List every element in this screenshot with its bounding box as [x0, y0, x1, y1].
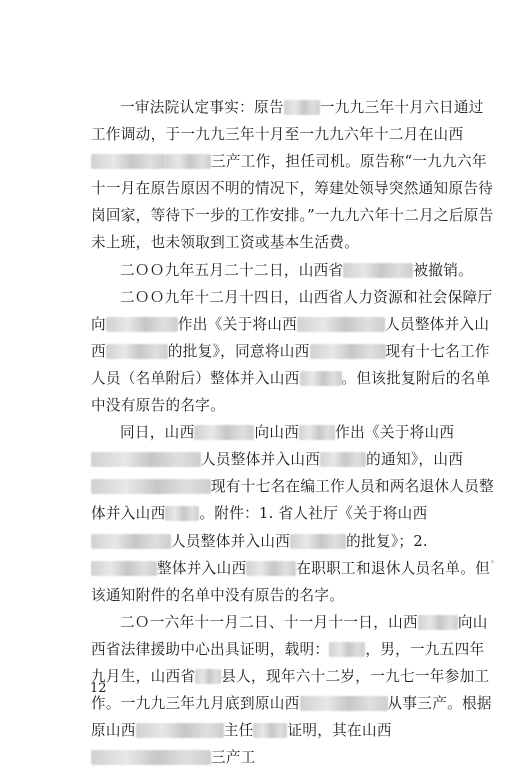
paragraph-text: 。但该批复附后的名单中没有原告的名字。	[91, 369, 491, 415]
redaction-blur	[290, 534, 346, 549]
paragraph-text: 在职职工和退休人员名单。但该通知附件的名单中没有原告的名字。	[91, 559, 490, 604]
redaction-blur	[246, 561, 296, 576]
redaction-blur	[106, 317, 178, 332]
paragraph-text: ，男，一九五四年九月生，山西省	[91, 640, 485, 685]
redaction-blur	[91, 154, 165, 169]
redaction-blur	[91, 534, 171, 549]
redaction-blur	[299, 425, 335, 440]
paragraph-text: 证明，其在山西	[287, 722, 392, 740]
paragraph	[91, 419, 495, 609]
redaction-blur	[343, 263, 413, 278]
paragraph	[91, 94, 495, 257]
redaction-blur	[418, 615, 458, 630]
paragraph-text: 从事三产。根据原山西	[91, 695, 492, 740]
redaction-blur	[91, 561, 157, 576]
document-body	[91, 94, 495, 771]
scan-speck	[491, 560, 494, 563]
paragraph-text: 的批复》，同意将山西	[167, 342, 310, 360]
paragraph-text: 的批复》；2.	[346, 532, 428, 550]
redaction-blur	[310, 344, 386, 359]
paragraph	[91, 257, 495, 284]
redaction-blur	[194, 425, 254, 440]
paragraph-text: 一九九三年十月六日通过工作调动，于一九九三年十月至一九九六年十二月在山西	[91, 99, 484, 144]
redaction-blur	[91, 452, 201, 467]
redaction-blur	[165, 154, 211, 169]
page-number: 12	[90, 681, 107, 696]
paragraph-text: 作出《关于将山西	[335, 424, 455, 442]
paragraph-text: 三产工作，担任司机。原告称“一九九六年十一月在原告原因不明的情况下，筹建处领导突然通知原告待岗回家，等待下一步的工作安排。”一九九六年十二月之后原告未上班，也未领取到工资或基本生活费。	[91, 153, 494, 252]
paragraph-text: 现有十七名工作人员（名单附后）整体并入山西	[91, 342, 490, 387]
redaction-blur	[106, 344, 168, 359]
paragraph-text: 县人，现年六十二岁，一九七一年参加工作。一九九三年九月底到原山西	[91, 667, 490, 713]
redaction-blur	[284, 100, 320, 115]
redaction-blur	[329, 642, 365, 657]
redaction-blur	[165, 506, 199, 521]
paragraph-text: 被撤销。	[413, 261, 473, 279]
paragraph-text: 。附件：1. 省人社厅《关于将山西	[199, 505, 428, 523]
paragraph-text: 人员整体并入山西	[201, 451, 321, 469]
paragraph-text: 现有十七名在编工作人员和两名退休人员整体并入山西	[91, 478, 494, 523]
paragraph-text: 向山西	[254, 424, 300, 442]
paragraph-text: 三产工	[211, 749, 256, 767]
paragraph-text: 人员整体并入山西	[91, 315, 490, 360]
redaction-blur	[195, 669, 221, 684]
redaction-blur	[253, 723, 287, 738]
paragraph-text: 二ＯＯ九年十二月十四日，山西省人力资源和社会保障厅向	[91, 288, 493, 333]
redaction-blur	[320, 452, 366, 467]
paragraph-text: 向山西省法律援助中心出具证明，载明：	[91, 613, 488, 658]
paragraph-text: 整体并入山西	[157, 559, 247, 577]
paragraph-text: 一审法院认定事实：原告	[120, 99, 284, 116]
redaction-blur	[91, 750, 211, 765]
redaction-blur	[91, 479, 211, 494]
paragraph-text: 二ＯＯ九年五月二十二日，山西省	[120, 261, 344, 279]
redaction-blur	[300, 696, 388, 711]
redaction-blur	[300, 371, 342, 386]
paragraph	[91, 609, 495, 771]
paragraph-text: 的通知》，山西	[366, 451, 464, 469]
paragraph-text: 人员整体并入山西	[171, 532, 291, 550]
redaction-blur	[297, 317, 385, 332]
redaction-blur	[136, 723, 224, 738]
paragraph-text: 同日，山西	[120, 424, 195, 442]
paragraph-text: 作出《关于将山西	[177, 315, 298, 333]
paragraph-text: 主任	[223, 722, 254, 740]
paragraph-text: 二Ｏ一六年十一月二日、十一月十一日，山西	[120, 613, 418, 631]
paragraph	[91, 284, 495, 419]
